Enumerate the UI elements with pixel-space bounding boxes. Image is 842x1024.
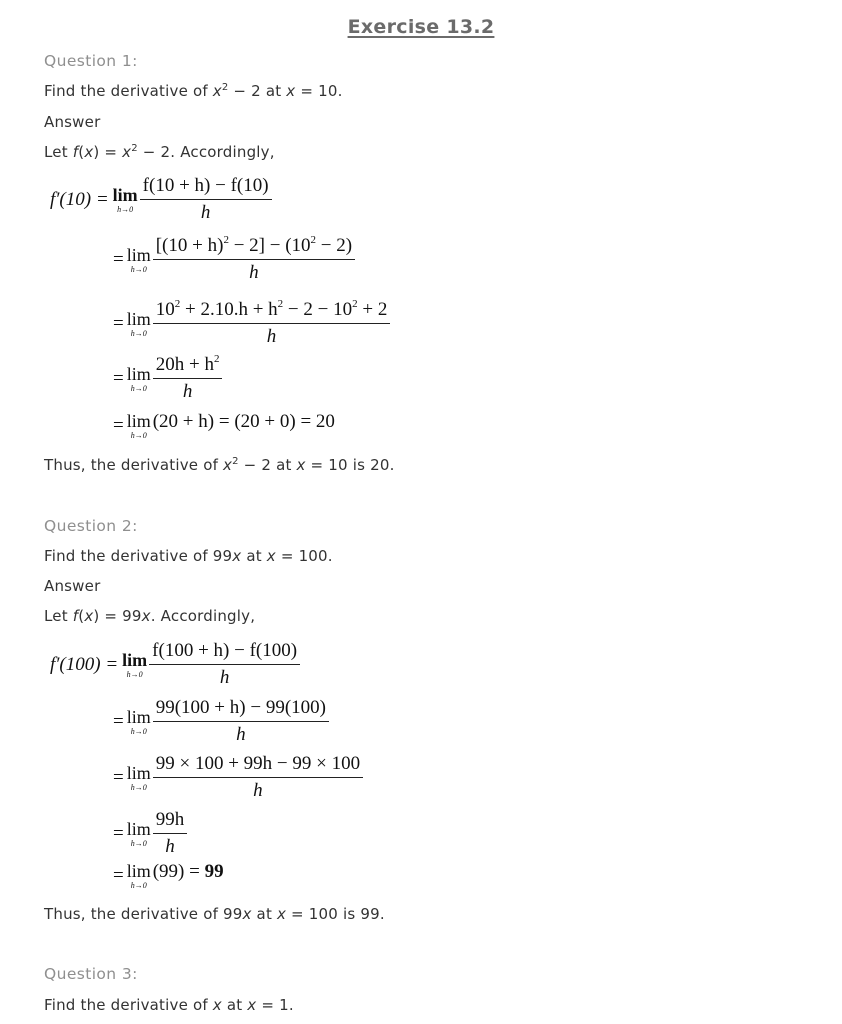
text: ( <box>78 607 85 625</box>
answer-1-intro <box>44 143 275 161</box>
var: x <box>277 905 287 923</box>
numerator: 99(100 + h) − 99(100) <box>153 698 329 722</box>
lim-sub: h→0 <box>130 782 147 792</box>
equals: = <box>113 248 124 270</box>
limit-operator <box>122 651 147 679</box>
derivation-step-4 <box>110 355 222 403</box>
text: ( <box>78 143 85 161</box>
denominator: h <box>200 201 211 223</box>
part: − 2) <box>316 235 353 256</box>
lim-word: lim <box>112 184 138 205</box>
limit-operator <box>127 764 151 792</box>
lim-word: lim <box>122 649 148 670</box>
text: = 10 is 20. <box>305 456 395 474</box>
text: = 100. <box>275 547 333 565</box>
var: f <box>72 607 79 625</box>
fraction <box>153 300 391 348</box>
question-1-text <box>44 82 343 100</box>
part: [(10 + h) <box>155 235 224 256</box>
lim-word: lim <box>126 411 151 431</box>
exp: 2 <box>131 143 138 154</box>
lhs: f′(100) = <box>50 653 119 675</box>
lim-word: lim <box>126 244 151 265</box>
limit-operator <box>127 708 151 736</box>
text: at <box>241 547 267 565</box>
numerator: $20h + h^2$ <box>153 355 223 379</box>
lim-sub: h→0 <box>117 204 134 214</box>
limit-operator <box>127 246 151 274</box>
answer-1-label: Answer <box>44 113 101 131</box>
expression: (20 + h) = (20 + 0) = 20 <box>152 411 335 432</box>
fraction <box>149 641 300 689</box>
fraction <box>153 810 188 858</box>
limit-operator <box>127 862 151 890</box>
exp: 2 <box>221 82 229 93</box>
denominator: h <box>219 666 230 688</box>
answer-1-conclusion <box>44 456 395 474</box>
var: x <box>141 607 151 625</box>
derivation-step-1 <box>50 641 300 689</box>
question-3-text <box>44 996 294 1014</box>
numerator: 99h <box>153 810 188 834</box>
text: ) = 99 <box>93 607 142 625</box>
text: Thus, the derivative of <box>44 456 224 474</box>
text: Find the derivative of <box>44 82 213 100</box>
lim-sub: h→0 <box>130 383 147 393</box>
derivation-step-2 <box>110 698 329 746</box>
var: x <box>232 547 242 565</box>
text: at <box>221 996 248 1014</box>
numerator: $10^2 + 2.10.h + h^2 - 2 - 10^2 + 2$ <box>153 300 391 324</box>
question-3-label: Question 3: <box>44 965 138 983</box>
var: x <box>84 143 94 161</box>
text: Find the derivative of 99 <box>44 547 233 565</box>
numerator: $[(10 + h)^2 - 2] - (10^2 - 2)$ <box>153 236 355 260</box>
var: x <box>212 996 222 1014</box>
question-1-label: Question 1: <box>44 52 138 70</box>
derivation-step-5 <box>110 862 224 890</box>
equals: = <box>113 415 124 436</box>
limit-operator <box>127 820 151 848</box>
lim-sub: h→0 <box>130 726 147 736</box>
numerator: f(100 + h) − f(100) <box>149 641 300 665</box>
equals: = <box>113 865 124 886</box>
equals: = <box>113 367 124 389</box>
question-2-text <box>44 547 333 565</box>
lim-word: lim <box>126 818 151 839</box>
fraction <box>153 355 223 403</box>
limit-operator <box>127 365 151 393</box>
text: at <box>251 905 278 923</box>
text: − 2 at <box>228 82 287 100</box>
var: x <box>286 82 296 100</box>
var: x <box>247 996 257 1014</box>
numerator: f(10 + h) − f(10) <box>140 176 272 200</box>
text: . Accordingly, <box>150 607 256 625</box>
limit-operator <box>127 412 151 440</box>
lim-sub: h→0 <box>130 838 147 848</box>
lim-word: lim <box>126 706 151 727</box>
limit-operator <box>127 310 151 338</box>
var: x <box>223 456 233 474</box>
equals: = <box>113 766 124 788</box>
part: 10 <box>155 299 175 320</box>
fraction <box>153 754 363 802</box>
text: Let <box>44 143 73 161</box>
var: x <box>122 143 132 161</box>
derivation-step-1 <box>50 176 272 224</box>
lim-sub: h→0 <box>126 669 143 679</box>
var: x <box>266 547 276 565</box>
exp: 2 <box>232 456 239 467</box>
part: + 2 <box>357 299 388 320</box>
var: x <box>296 456 306 474</box>
fraction <box>153 698 329 746</box>
lim-word: lim <box>126 363 151 384</box>
denominator: h <box>236 723 246 745</box>
derivation-step-4 <box>110 810 187 858</box>
lim-word: lim <box>126 308 151 329</box>
denominator: h <box>182 380 193 402</box>
text: Thus, the derivative of 99 <box>44 905 243 923</box>
text: = 100 is 99. <box>286 905 385 923</box>
part: + 2.10.h + h <box>180 299 278 320</box>
limit-operator <box>113 186 138 214</box>
fraction <box>153 236 355 284</box>
lim-sub: h→0 <box>130 431 147 440</box>
denominator: h <box>165 835 175 857</box>
text: = 10. <box>295 82 343 100</box>
part: − 2] − (10 <box>228 235 311 256</box>
answer-2-intro <box>44 607 255 625</box>
denominator: h <box>266 325 277 347</box>
part: − 2 − 10 <box>283 299 353 320</box>
lim-word: lim <box>126 861 151 881</box>
equals: = <box>113 710 124 732</box>
text: − 2 at <box>238 456 297 474</box>
derivation-step-5 <box>110 412 335 440</box>
lim-word: lim <box>126 762 151 783</box>
lhs: f′(10) = <box>50 188 109 210</box>
var: x <box>84 607 94 625</box>
text: − 2. Accordingly, <box>137 143 275 161</box>
text: ) = <box>93 143 123 161</box>
equals: = <box>113 312 124 334</box>
lim-sub: h→0 <box>130 881 147 890</box>
numerator: 99 × 100 + 99h − 99 × 100 <box>153 754 363 778</box>
denominator: h <box>253 779 263 801</box>
expression <box>153 861 224 883</box>
part: 20h + h <box>155 354 214 375</box>
exercise-title: Exercise 13.2 <box>347 16 495 38</box>
text: Find the derivative of <box>44 996 213 1014</box>
lim-sub: h→0 <box>130 264 147 274</box>
part: (99) = <box>152 861 205 882</box>
derivation-step-3 <box>110 300 390 348</box>
question-2-label: Question 2: <box>44 517 138 535</box>
derivation-step-3 <box>110 754 363 802</box>
lim-sub: h→0 <box>130 328 147 338</box>
var: f <box>72 143 79 161</box>
result: 99 <box>204 861 224 882</box>
equals: = <box>113 822 124 844</box>
answer-2-conclusion <box>44 905 385 923</box>
text: Let <box>44 607 73 625</box>
text: = 1. <box>256 996 294 1014</box>
fraction <box>140 176 272 224</box>
derivation-step-2 <box>110 236 355 284</box>
denominator: h <box>249 261 259 283</box>
var: x <box>242 905 252 923</box>
answer-2-label: Answer <box>44 577 101 595</box>
var: x <box>212 82 222 100</box>
